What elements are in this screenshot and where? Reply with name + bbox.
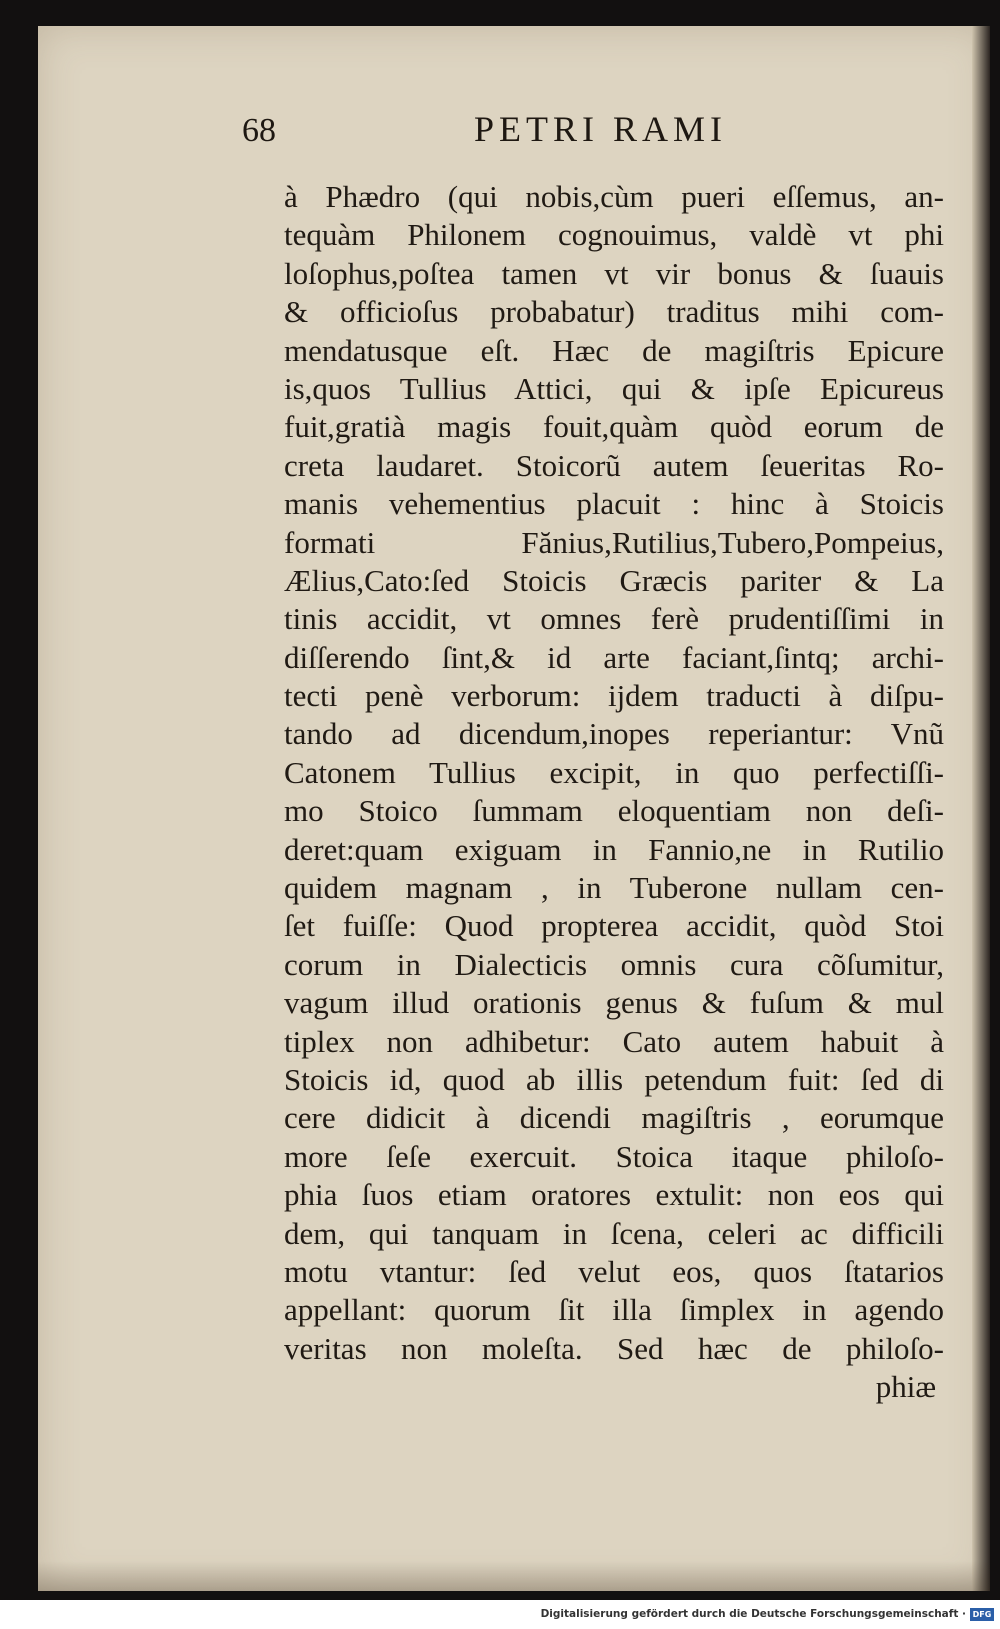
text-line: creta laudaret. Stoicorũ autem ſeueritas Ro- xyxy=(284,447,944,483)
text-line: tequàm Philonem cognouimus, valdè vt phi xyxy=(284,217,944,253)
text-line: more ſeſe exercuit. Stoica itaque philoſo- xyxy=(284,1138,944,1174)
text-line: tiplex non adhibetur: Cato autem habuit à xyxy=(284,1023,944,1059)
text-line: diſſerendo ſint,& id arte faciant,ſintq; archi- xyxy=(284,639,944,675)
footer-bar xyxy=(0,1600,1000,1629)
text-line: quidem magnam , in Tuberone nullam cen- xyxy=(284,870,944,906)
text-line: Catonem Tullius excipit, in quo perfectiſſi- xyxy=(284,754,944,790)
text-line: à Phædro (qui nobis,cùm pueri eſſemus, an- xyxy=(284,179,944,214)
text-line: fuit,gratià magis fouit,quàm quòd eorum de xyxy=(284,409,944,445)
body-text xyxy=(284,178,944,1407)
text-line: phia ſuos etiam oratores extulit: non eos qui xyxy=(284,1177,944,1213)
text-line: mo Stoico ſummam eloquentiam non deſi- xyxy=(284,793,944,829)
funding-credit: Digitalisierung gefördert durch die Deutsche Forschungsgemeinschaft · xyxy=(540,1608,966,1620)
text-line: mendatusque eſt. Hæc de magiſtris Epicure xyxy=(284,332,944,368)
text-line: tando ad dicendum,inopes reperiantur: Vnũ xyxy=(284,716,944,752)
dfg-logo-icon: DFG xyxy=(970,1608,994,1621)
text-line: Stoicis id, quod ab illis petendum fuit: ſed di xyxy=(284,1061,944,1097)
text-line: veritas non moleſta. Sed hæc de philoſo- xyxy=(284,1330,944,1366)
page-header xyxy=(242,104,762,164)
text-line: vagum illud orationis genus & fuſum & mul xyxy=(284,985,944,1021)
text-line: ſet fuiſſe: Quod propterea accidit, quòd Stoi xyxy=(284,908,944,944)
text-line: formati Fănius,Rutilius,Tubero,Pompeius, xyxy=(284,524,944,560)
text-line: corum in Dialecticis omnis cura cõſumitur, xyxy=(284,946,944,982)
text-line: is,quos Tullius Attici, qui & ipſe Epicureus xyxy=(284,370,944,406)
text-line: dem, qui tanquam in ſcena, celeri ac difficili xyxy=(284,1215,944,1251)
text-line: manis vehementius placuit : hinc à Stoicis xyxy=(284,486,944,522)
page-number: 68 xyxy=(242,112,276,149)
text-line: Ælius,Cato:ſed Stoicis Græcis pariter & La xyxy=(284,562,944,598)
page-bottom-shadow xyxy=(38,1561,990,1591)
text-line: appellant: quorum ſit illa ſimplex in agendo xyxy=(284,1292,944,1328)
text-line: tecti penè verborum: ijdem traducti à diſpu- xyxy=(284,678,944,714)
text-line: motu vtantur: ſed velut eos, quos ſtatarios xyxy=(284,1253,944,1289)
running-head: PETRI RAMI xyxy=(474,109,728,149)
text-line: & officioſus probabatur) traditus mihi com- xyxy=(284,294,944,330)
text-line: deret:quam exiguam in Fannio,ne in Rutilio xyxy=(284,831,944,867)
catchword: phiæ xyxy=(875,1369,936,1405)
text-line: tinis accidit, vt omnes ferè prudentiſſimi in xyxy=(284,601,944,637)
page-edge-shadow xyxy=(972,26,990,1591)
text-line: loſophus,poſtea tamen vt vir bonus & ſuauis xyxy=(284,255,944,291)
text-line: cere didicit à dicendi magiſtris , eorumque xyxy=(284,1100,944,1136)
